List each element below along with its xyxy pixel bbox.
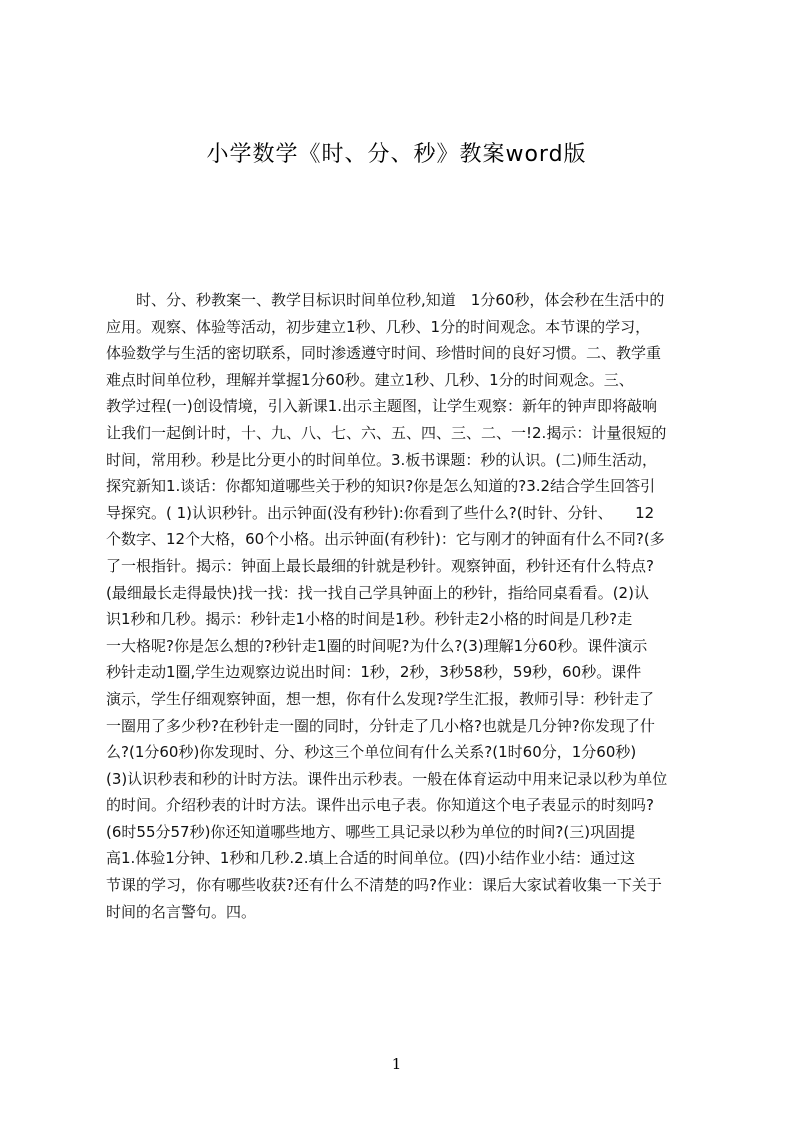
body-paragraph bbox=[106, 287, 698, 937]
text-line: 时、分、秒教案一、教学目标识时间单位秒,知道 1分60秒，体会秒在生活中的 bbox=[136, 291, 665, 309]
text-line: 导探究。( 1)认识秒针。出示钟面(没有秒针):你看到了些什么?(时针、分针、 12 bbox=[106, 503, 655, 522]
text-line: 让我们一起倒计时，十、九、八、七、六、五、四、三、二、一!2.揭示：计量很短的 bbox=[106, 423, 667, 442]
document-title: 小学数学《时、分、秒》教案word版 bbox=[206, 142, 587, 167]
text-line: 教学过程(一)创设情境，引入新课1.出示主题图，让学生观察：新年的钟声即将敲响 bbox=[106, 397, 658, 416]
text-line: 一圈用了多少秒?在秒针走一圈的同时，分针走了几小格?也就是几分钟?你发现了什 bbox=[106, 716, 655, 735]
text-line: 了一根指针。揭示：钟面上最长最细的针就是秒针。观察钟面，秒针还有什么特点? bbox=[106, 556, 654, 575]
text-line: 识1秒和几秒。揭示：秒针走1小格的时间是1秒。秒针走2小格的时间是几秒?走 bbox=[106, 610, 633, 629]
text-line: 演示，学生仔细观察钟面，想一想，你有什么发现?学生汇报，教师引导：秒针走了 bbox=[106, 689, 654, 708]
text-line: 高1.体验1分钟、1秒和几秒.2.填上合适的时间单位。(四)小结作业小结：通过这 bbox=[106, 849, 636, 868]
text-line: (3)认识秒表和秒的计时方法。课件出示秒表。一般在体育运动中用来记录以秒为单位 bbox=[106, 769, 668, 788]
page-number: 1 bbox=[391, 1055, 402, 1073]
text-line: 节课的学习，你有哪些收获?还有什么不清楚的吗?作业：课后大家试着收集一下关于 bbox=[106, 876, 662, 895]
text-line: (6时55分57秒)你还知道哪些地方、哪些工具记录以秒为单位的时间?(三)巩固提 bbox=[106, 822, 636, 841]
text-line: 体验数学与生活的密切联系，同时渗透遵守时间、珍惜时间的良好习惯。二、教学重 bbox=[106, 344, 662, 363]
text-line: 秒针走动1圈,学生边观察边说出时间：1秒，2秒，3秒58秒，59秒，60秒。课件 bbox=[106, 663, 642, 682]
text-line: 难点时间单位秒，理解并掌握1分60秒。建立1秒、几秒、1分的时间观念。三、 bbox=[106, 370, 634, 389]
text-line: 应用。观察、体验等活动，初步建立1秒、几秒、1分的时间观念。本节课的学习， bbox=[106, 317, 651, 336]
text-line: 的时间。介绍秒表的计时方法。课件出示电子表。你知道这个电子表显示的时刻吗? bbox=[106, 796, 654, 815]
text-line: 探究新知1.谈话：你都知道哪些关于秒的知识?你是怎么知道的?3.2结合学生回答引 bbox=[106, 477, 656, 496]
text-line: 时间，常用秒。秒是比分更小的时间单位。3.板书课题：秒的认识。(二)师生活动， bbox=[106, 450, 658, 469]
text-line: 么?(1分60秒)你发现时、分、秒这三个单位间有什么关系?(1时60分，1分60秒) bbox=[106, 743, 637, 762]
text-line: (最细最长走得最快)找一找：找一找自己学具钟面上的秒针，指给同桌看看。(2)认 bbox=[106, 583, 649, 602]
text-line: 时间的名言警句。四。 bbox=[106, 902, 257, 921]
text-line: 个数字、12个大格，60个小格。出示钟面(有秒针)：它与刚才的钟面有什么不同?(多 bbox=[106, 530, 665, 549]
text-line: 一大格呢?你是怎么想的?秒针走1圈的时间呢?为什么?(3)理解1分60秒。课件演示 bbox=[106, 636, 648, 655]
